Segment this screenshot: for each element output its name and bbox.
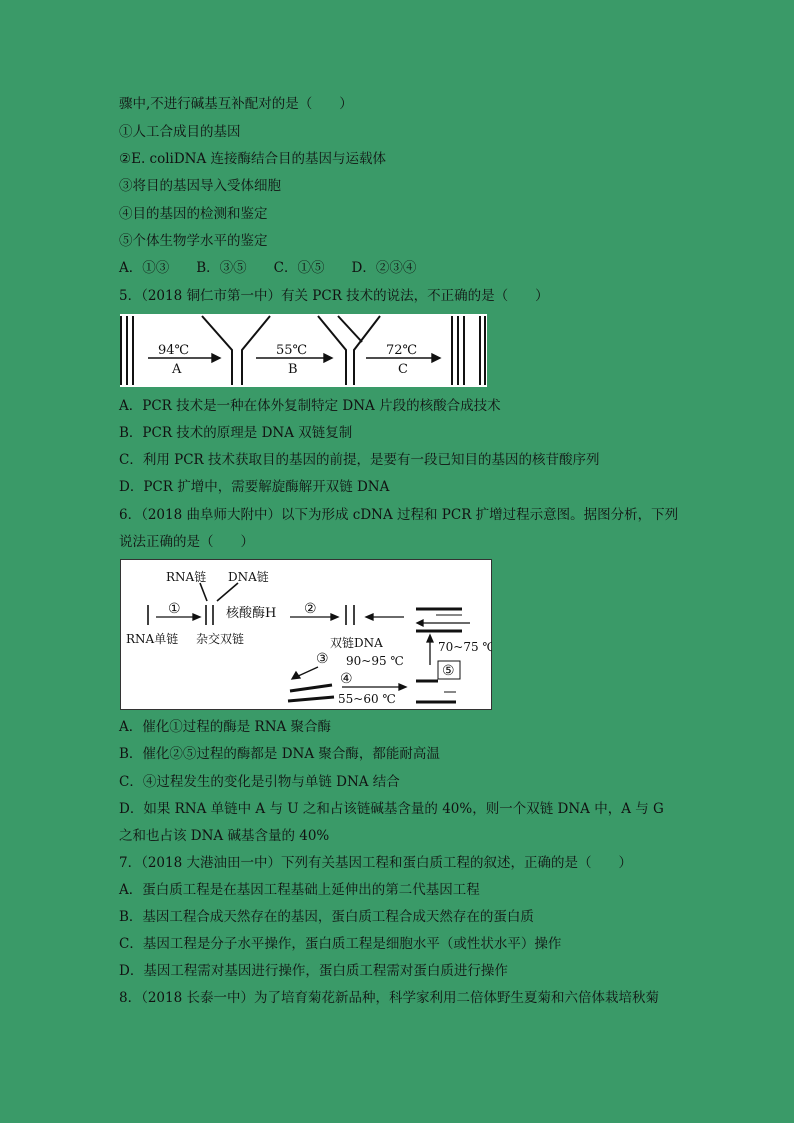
q6-stem-line-1: 6．（2018 曲阜师大附中）以下为形成 cDNA 过程和 PCR 扩增过程示意图。据图分析，下列 xyxy=(119,507,679,523)
pcr-step-c-label: C xyxy=(398,362,408,377)
q5-option-a: A．PCR 技术是一种在体外复制特定 DNA 片段的核酸合成技术 xyxy=(119,398,501,414)
q8-stem: 8．（2018 长泰一中）为了培育菊花新品种，科学家利用二倍体野生夏菊和六倍体栽培秋菊 xyxy=(119,990,659,1006)
q5-option-d: D．PCR 扩增中，需要解旋酶解开双链 DNA xyxy=(119,479,390,495)
step-2-marker: ② xyxy=(304,601,317,617)
pcr-step-a-label: A xyxy=(172,362,182,377)
q4-item-3: ③将目的基因导入受体细胞 xyxy=(119,178,281,194)
q4-item-4: ④目的基因的检测和鉴定 xyxy=(119,206,268,222)
step-4-marker: ④ xyxy=(340,671,353,687)
q6-option-d: D．如果 RNA 单链中 A 与 U 之和占该链碱基含量的 40%，则一个双链 DNA 中，A 与 G xyxy=(119,801,664,817)
label-temp-70-75: 70~75 ℃ xyxy=(438,640,492,654)
step-5-marker: ⑤ xyxy=(442,663,455,679)
q7-stem: 7．（2018 大港油田一中）下列有关基因工程和蛋白质工程的叙述，正确的是（ ） xyxy=(119,855,632,871)
q4-stem-continuation: 骤中,不进行碱基互补配对的是（ ） xyxy=(119,96,353,112)
q7-option-b: B．基因工程合成天然存在的基因，蛋白质工程合成天然存在的蛋白质 xyxy=(119,909,534,925)
pcr-cycle-figure xyxy=(120,314,487,387)
pcr-step-c-temp: 72℃ xyxy=(386,343,418,358)
q5-stem: 5．（2018 铜仁市第一中）有关 PCR 技术的说法，不正确的是（ ） xyxy=(119,288,549,304)
label-nuclease-h: 核酸酶H xyxy=(226,606,277,621)
cdna-diagram-svg xyxy=(120,559,492,710)
q6-option-b: B．催化②⑤过程的酶都是 DNA 聚合酶，都能耐高温 xyxy=(119,746,440,762)
q6-option-d-cont: 之和也占该 DNA 碱基含量的 40% xyxy=(119,828,330,844)
cdna-pcr-figure xyxy=(120,559,492,710)
q7-option-d: D．基因工程需对基因进行操作，蛋白质工程需对蛋白质进行操作 xyxy=(119,963,508,979)
q6-option-c: C．④过程发生的变化是引物与单链 DNA 结合 xyxy=(119,774,400,790)
label-temp-55-60: 55~60 ℃ xyxy=(338,692,396,706)
label-rna-single: RNA单链 xyxy=(126,632,179,646)
q6-option-a: A．催化①过程的酶是 RNA 聚合酶 xyxy=(119,719,332,735)
label-double-dna: 双链DNA xyxy=(330,636,383,650)
q4-item-5: ⑤个体生物学水平的鉴定 xyxy=(119,233,268,249)
label-dna-chain: DNA链 xyxy=(228,570,269,584)
q4-item-1: ①人工合成目的基因 xyxy=(119,124,241,140)
q7-option-c: C．基因工程是分子水平操作，蛋白质工程是细胞水平（或性状水平）操作 xyxy=(119,936,562,952)
pcr-step-b-label: B xyxy=(288,362,298,377)
q5-option-b: B．PCR 技术的原理是 DNA 双链复制 xyxy=(119,425,353,441)
pcr-step-a-temp: 94℃ xyxy=(158,343,190,358)
pcr-step-b-temp: 55℃ xyxy=(276,343,308,358)
q7-option-a: A．蛋白质工程是在基因工程基础上延伸出的第二代基因工程 xyxy=(119,882,480,898)
q4-options: A．①③ B．③⑤ C．①⑤ D．②③④ xyxy=(119,260,417,276)
q4-item-2: ②E. coliDNA 连接酶结合目的基因与运载体 xyxy=(119,151,387,167)
label-rna-chain: RNA链 xyxy=(166,570,207,584)
step-1-marker: ① xyxy=(168,601,181,617)
step-3-marker: ③ xyxy=(316,651,329,667)
label-temp-90-95: 90~95 ℃ xyxy=(346,654,404,668)
q5-option-c: C．利用 PCR 技术获取目的基因的前提，是要有一段已知目的基因的核苷酸序列 xyxy=(119,452,600,468)
label-hybrid-double: 杂交双链 xyxy=(196,632,245,646)
pcr-diagram-svg xyxy=(120,314,487,387)
q6-stem-line-2: 说法正确的是（ ） xyxy=(119,534,254,550)
